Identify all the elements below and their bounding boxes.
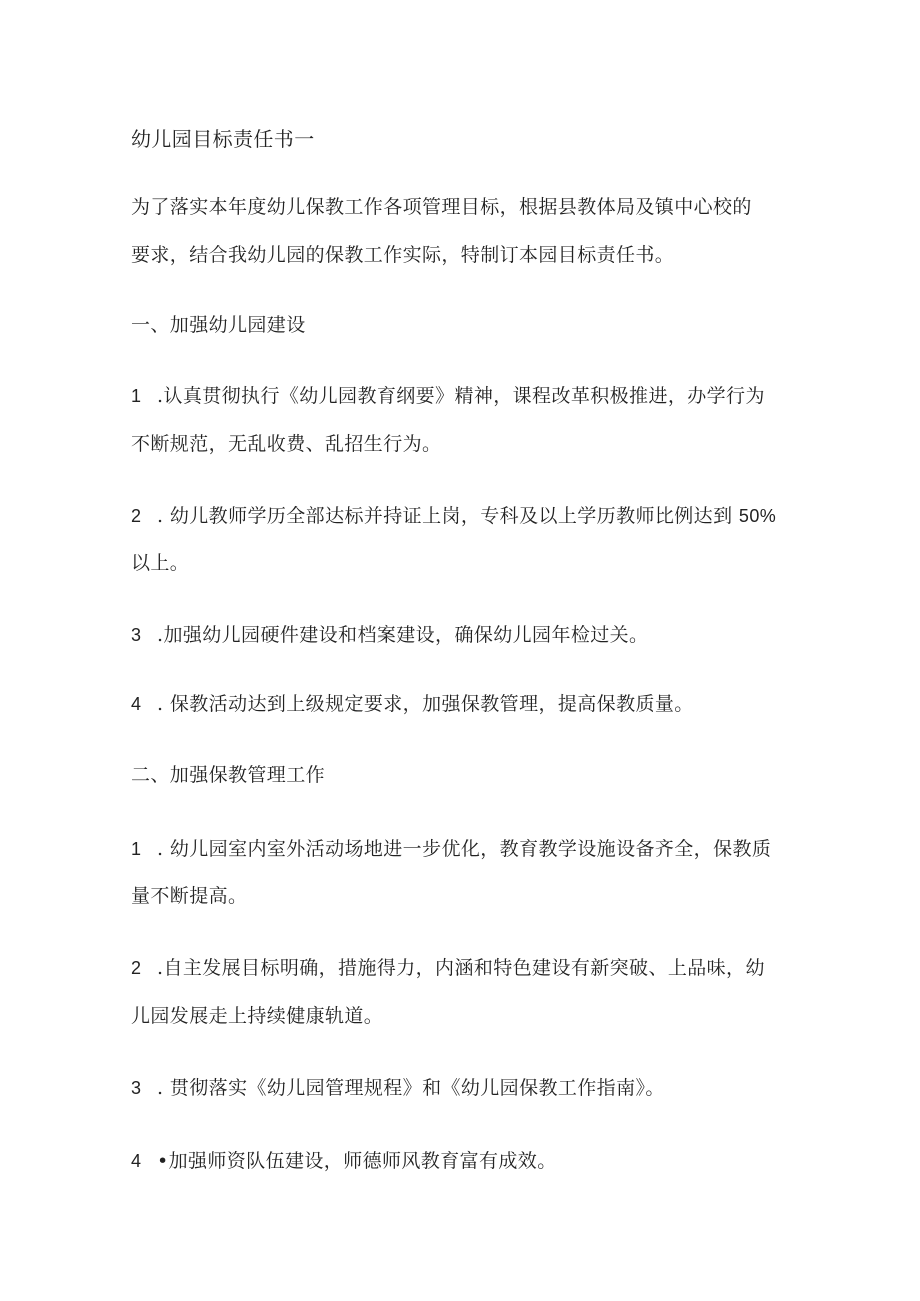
section-2-item-1-line-1	[131, 837, 771, 861]
percent-value: 50%	[738, 506, 777, 526]
section-2-item-2-line-2: 儿园发展走上持续健康轨道。	[131, 1005, 384, 1027]
section-2-item-3-line-1	[131, 1076, 665, 1100]
item-text: .加强幼儿园硬件建设和档案建设，确保幼儿园年检过关。	[157, 624, 649, 646]
section-heading-2: 二、加强保教管理工作	[131, 764, 326, 786]
document-title: 幼儿园目标责任书一	[131, 127, 315, 151]
item-text: .自主发展目标明确，措施得力，内涵和特色建设有新突破、上品味，幼	[157, 957, 765, 979]
section-1-item-3-line-1	[131, 623, 648, 647]
item-text: .认真贯彻执行《幼儿园教育纲要》精神，课程改革积极推进，办学行为	[157, 385, 765, 407]
intro-line-2: 要求，结合我幼儿园的保教工作实际，特制订本园目标责任书。	[131, 244, 675, 266]
item-text: . 保教活动达到上级规定要求，加强保教管理，提高保教质量。	[157, 693, 694, 715]
item-number: 1	[131, 839, 142, 859]
item-number: 4	[131, 1151, 142, 1171]
section-1-item-1-line-2: 不断规范，无乱收费、乱招生行为。	[131, 433, 442, 455]
item-text: . 幼儿园室内室外活动场地进一步优化，教育教学设施设备齐全，保教质	[157, 838, 772, 860]
item-number: 3	[131, 1078, 142, 1098]
item-text: . 幼儿教师学历全部达标并持证上岗，专科及以上学历教师比例达到	[157, 505, 739, 527]
section-2-item-4-line-1	[131, 1149, 557, 1173]
item-number: 4	[131, 694, 142, 714]
item-text: •加强师资队伍建设，师德师风教育富有成效。	[157, 1150, 557, 1172]
item-number: 2	[131, 506, 142, 526]
item-number: 3	[131, 625, 142, 645]
section-1-item-1-line-1	[131, 384, 765, 408]
item-number: 2	[131, 958, 142, 978]
section-1-item-2-line-2: 以上。	[131, 552, 190, 574]
section-heading-1: 一、加强幼儿园建设	[131, 314, 306, 336]
section-1-item-4-line-1	[131, 692, 694, 716]
section-2-item-2-line-1	[131, 956, 765, 980]
section-2-item-1-line-2: 量不断提高。	[131, 885, 248, 907]
section-1-item-2-line-1	[131, 504, 776, 528]
intro-line-1: 为了落实本年度幼儿保教工作各项管理目标，根据县教体局及镇中心校的	[131, 196, 752, 218]
item-text: . 贯彻落实《幼儿园管理规程》和《幼儿园保教工作指南》。	[157, 1077, 665, 1099]
item-number: 1	[131, 386, 142, 406]
